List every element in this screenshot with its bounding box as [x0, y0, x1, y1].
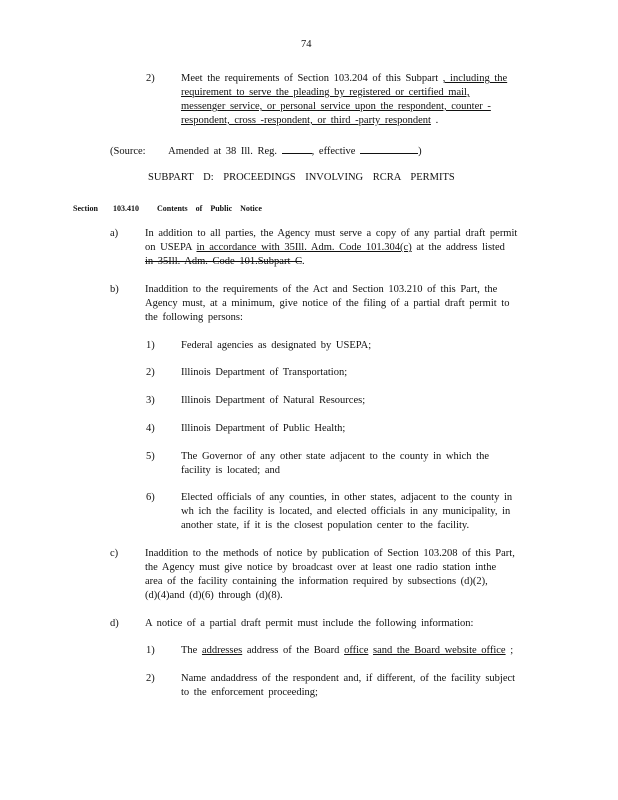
- list-number: 5): [146, 451, 155, 462]
- body-text: [145, 255, 305, 269]
- body-text: Inaddition to the requirements of the Act and Section 103.210 of this Part, the: [145, 284, 498, 295]
- body-text: [181, 114, 438, 128]
- list-item: Name andaddress of the respondent and, if different, of the facility subject: [181, 673, 516, 684]
- subpart-title: SUBPART D: PROCEEDINGS INVOLVING RCRA PERMITS: [148, 172, 455, 183]
- text-segment: at the address listed: [416, 242, 505, 253]
- section-title: Contents of Public Notice: [157, 204, 262, 213]
- blank-line: [282, 143, 312, 154]
- list-item: Illinois Department of Public Health;: [181, 423, 346, 434]
- list-item: Illinois Department of Transportation;: [181, 367, 348, 378]
- source-open: (Source:: [110, 146, 146, 157]
- text-segment: .: [435, 115, 439, 126]
- paragraph-letter: d): [110, 618, 119, 629]
- list-number: 1): [146, 645, 155, 656]
- body-text: In addition to all parties, the Agency must serve a copy of any partial draft permit: [145, 228, 518, 239]
- blank-line: [360, 143, 418, 154]
- list-number: 2): [146, 673, 155, 684]
- inserted-text: in accordance with 35Ill. Adm. Code 101.304(c): [196, 242, 412, 253]
- list-number: 2): [146, 73, 155, 84]
- list-number: 6): [146, 492, 155, 503]
- body-text: area of the facility containing the information required by subsections (d)(2),: [145, 576, 488, 587]
- section-number: 103.410: [113, 204, 139, 213]
- source-text: Amended at 38 Ill. Reg.: [168, 146, 278, 157]
- list-item: another state, if it is the closest population center to the facility.: [181, 520, 470, 531]
- inserted-text: addresses: [201, 645, 243, 656]
- inserted-text: requirement to serve the pleading by registered or certified mail,: [181, 87, 470, 98]
- inserted-text: sand the Board website office: [372, 645, 506, 656]
- body-text: [181, 72, 507, 86]
- body-text: the following persons:: [145, 312, 243, 323]
- list-item: [181, 644, 513, 658]
- list-item: The Governor of any other state adjacent to the county in which the: [181, 451, 489, 462]
- paragraph-letter: b): [110, 284, 119, 295]
- paragraph-letter: a): [110, 228, 119, 239]
- body-text: Agency must, at a minimum, give notice of the filing of a partial draft permit to: [145, 298, 510, 309]
- page-number: 74: [301, 39, 312, 50]
- list-item: wh ich the facility is located, and elected officials in any municipality, in: [181, 506, 511, 517]
- body-text: Inaddition to the methods of notice by publication of Section 103.208 of this Part,: [145, 548, 515, 559]
- inserted-text: respondent, cross -respondent, or third -party respondent: [181, 115, 431, 126]
- list-number: 2): [146, 367, 155, 378]
- source-close: ): [418, 146, 422, 157]
- inserted-text: messenger service, or personal service upon the respondent, counter -: [181, 101, 491, 112]
- text-segment: .: [302, 256, 305, 267]
- source-note: [110, 143, 422, 159]
- text-segment: address of the Board: [246, 645, 340, 656]
- inserted-text: , including the: [442, 73, 508, 84]
- list-item: to the enforcement proceeding;: [181, 687, 318, 698]
- paragraph-letter: c): [110, 548, 119, 559]
- inserted-text: office: [344, 645, 369, 656]
- text-segment: ;: [510, 645, 514, 656]
- list-number: 1): [146, 340, 155, 351]
- body-text: A notice of a partial draft permit must include the following information:: [145, 618, 474, 629]
- text-segment: Meet the requirements of Section 103.204 of this Subpart: [181, 73, 439, 84]
- list-item: Illinois Department of Natural Resources;: [181, 395, 366, 406]
- list-number: 4): [146, 423, 155, 434]
- body-text: [145, 241, 505, 255]
- source-effective: , effective: [311, 146, 356, 157]
- body-text: the Agency must give notice by broadcast over at least one radio station inthe: [145, 562, 497, 573]
- section-label: Section: [73, 204, 98, 213]
- list-item: facility is located; and: [181, 465, 281, 476]
- list-item: Federal agencies as designated by USEPA;: [181, 340, 372, 351]
- body-text: (d)(4)and (d)(6) through (d)(8).: [145, 590, 283, 601]
- list-number: 3): [146, 395, 155, 406]
- list-item: Elected officials of any counties, in other states, adjacent to the county in: [181, 492, 513, 503]
- text-segment: The: [181, 645, 198, 656]
- deleted-text: in 35Ill. Adm. Code 101.Subpart C: [145, 256, 302, 267]
- text-segment: on USEPA: [145, 242, 192, 253]
